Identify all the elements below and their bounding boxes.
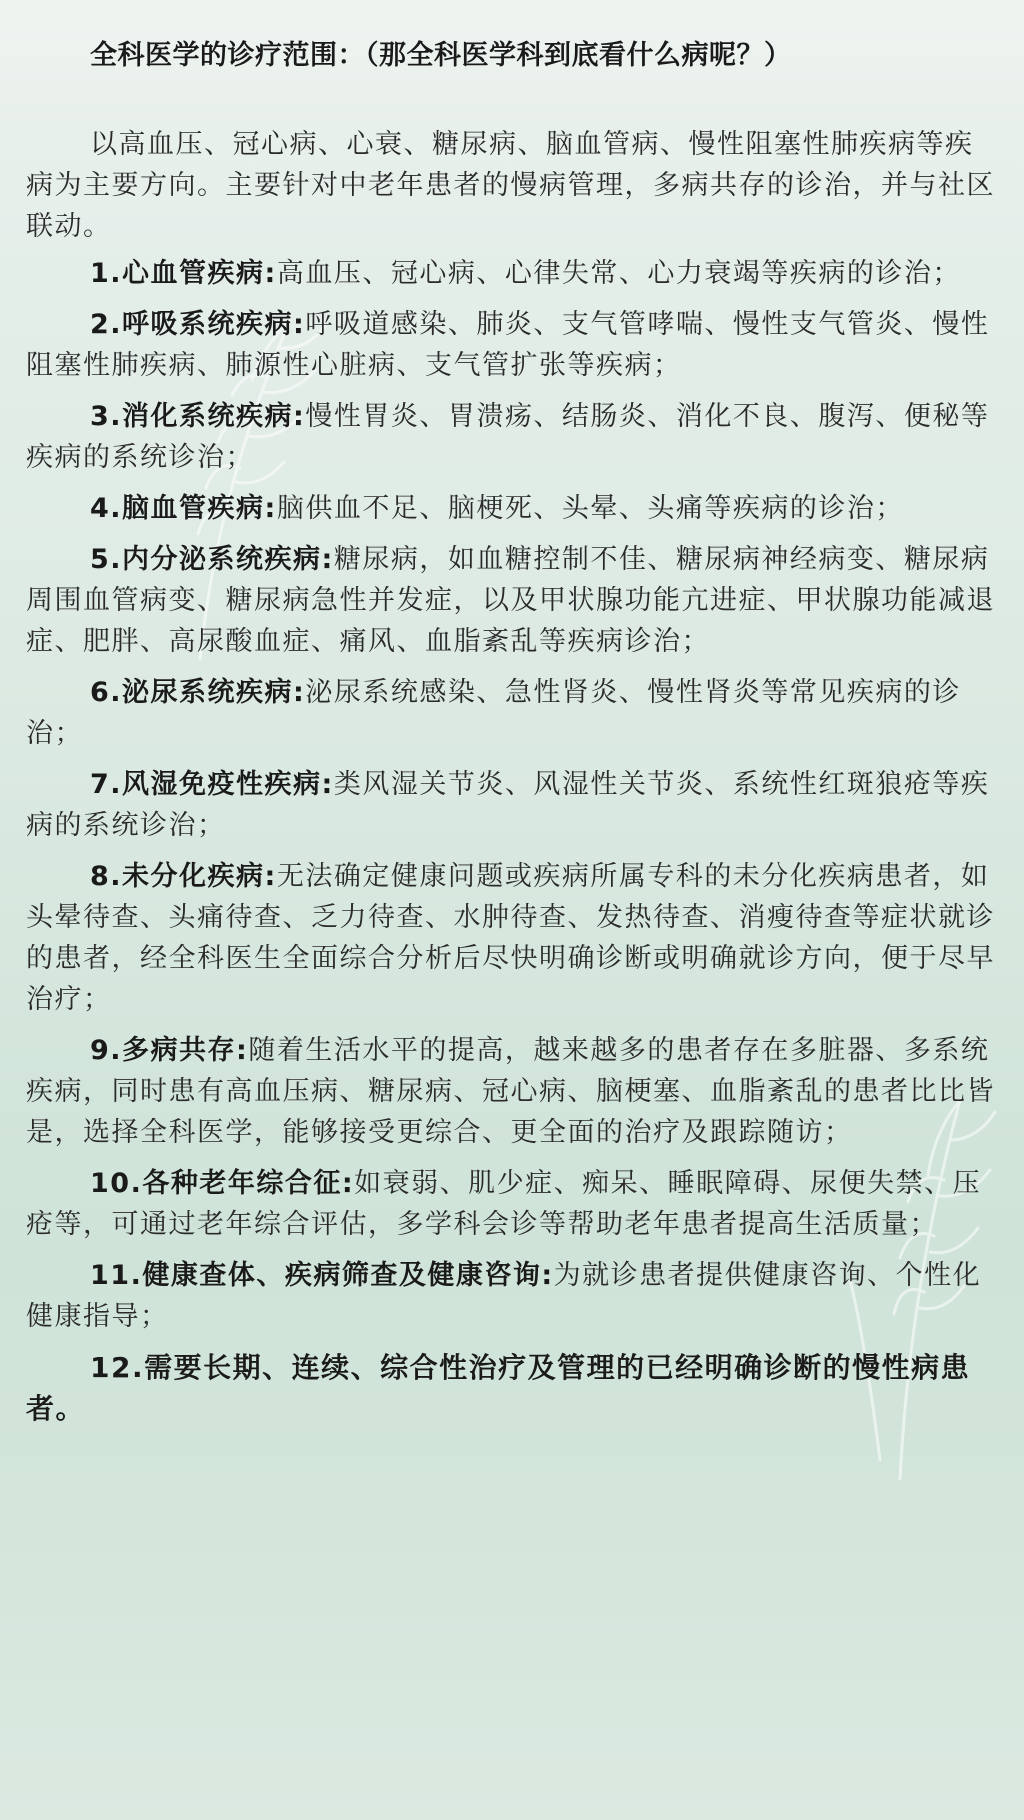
item-text: 类风湿关节炎、风湿性关节炎、系统性红斑狼疮等疾病的系统诊治； [26,769,990,841]
item-heading: 9.多病共存: [90,1035,249,1066]
list-item [26,856,998,1020]
list-item-final: 12.需要长期、连续、综合性治疗及管理的已经明确诊断的慢性病患者。 [26,1351,971,1425]
item-text: 呼吸道感染、肺炎、支气管哮喘、慢性支气管炎、慢性阻塞性肺疾病、肺源性心脏病、支气管扩张等疾病； [26,309,990,381]
item-heading: 10.各种老年综合征: [90,1168,355,1199]
list-item [26,253,998,294]
list-item [26,304,998,386]
item-text: 泌尿系统感染、急性肾炎、慢性肾炎等常见疾病的诊治； [26,677,961,749]
item-text: 随着生活水平的提高，越来越多的患者存在多脏器、多系统疾病，同时患有高血压病、糖尿病、冠心病、脑梗塞、血脂紊乱的患者比比皆是，选择全科医学，能够接受更综合、更全面的治疗及跟踪随访； [26,1035,995,1148]
list-item [26,396,998,478]
item-heading: 7.风湿免疫性疾病: [90,769,334,800]
item-text: 糖尿病，如血糖控制不佳、糖尿病神经病变、糖尿病周围血管病变、糖尿病急性并发症，以及甲状腺功能亢进症、甲状腺功能减退症、肥胖、高尿酸血症、痛风、血脂紊乱等疾病诊治； [26,544,995,657]
item-heading: 5.内分泌系统疾病: [90,544,334,575]
item-text: 高血压、冠心病、心律失常、心力衰竭等疾病的诊治； [276,258,961,289]
intro-paragraph: 以高血压、冠心病、心衰、糖尿病、脑血管病、慢性阻塞性肺疾病等疾病为主要方向。主要针对中老年患者的慢病管理，多病共存的诊治，并与社区联动。 [26,129,995,242]
item-heading: 3.消化系统疾病: [90,401,306,432]
item-heading: 11.健康查体、疾病筛查及健康咨询: [90,1260,554,1291]
item-text: 慢性胃炎、胃溃疡、结肠炎、消化不良、腹泻、便秘等疾病的系统诊治； [26,401,990,473]
item-heading: 4.脑血管疾病: [90,493,277,524]
document-body [26,30,998,1439]
item-text: 脑供血不足、脑梗死、头晕、头痛等疾病的诊治； [276,493,904,524]
list-item [26,1030,998,1153]
item-heading: 1.心血管疾病: [90,258,277,289]
list-item [26,1163,998,1245]
item-text: 无法确定健康问题或疾病所属专科的未分化疾病患者，如头晕待查、头痛待查、乏力待查、水肿待查、发热待查、消瘦待查等症状就诊的患者，经全科医生全面综合分析后尽快明确诊断或明确就诊方向，便于尽早治疗； [26,861,995,1015]
list-item [26,764,998,846]
item-heading: 8.未分化疾病: [90,861,277,892]
item-heading: 6.泌尿系统疾病: [90,677,306,708]
list-item [26,488,998,529]
item-text: 为就诊患者提供健康咨询、个性化健康指导； [26,1260,982,1332]
list-item [26,672,998,754]
page-title: 全科医学的诊疗范围：（那全科医学科到底看什么病呢？） [90,40,792,71]
item-text: 如衰弱、肌少症、痴呆、睡眠障碍、尿便失禁、压疮等，可通过老年综合评估，多学科会诊等帮助老年患者提高生活质量； [26,1168,982,1240]
list-item [26,539,998,662]
item-heading: 2.呼吸系统疾病: [90,309,306,340]
list-item [26,1255,998,1337]
scope-list [26,253,998,1429]
